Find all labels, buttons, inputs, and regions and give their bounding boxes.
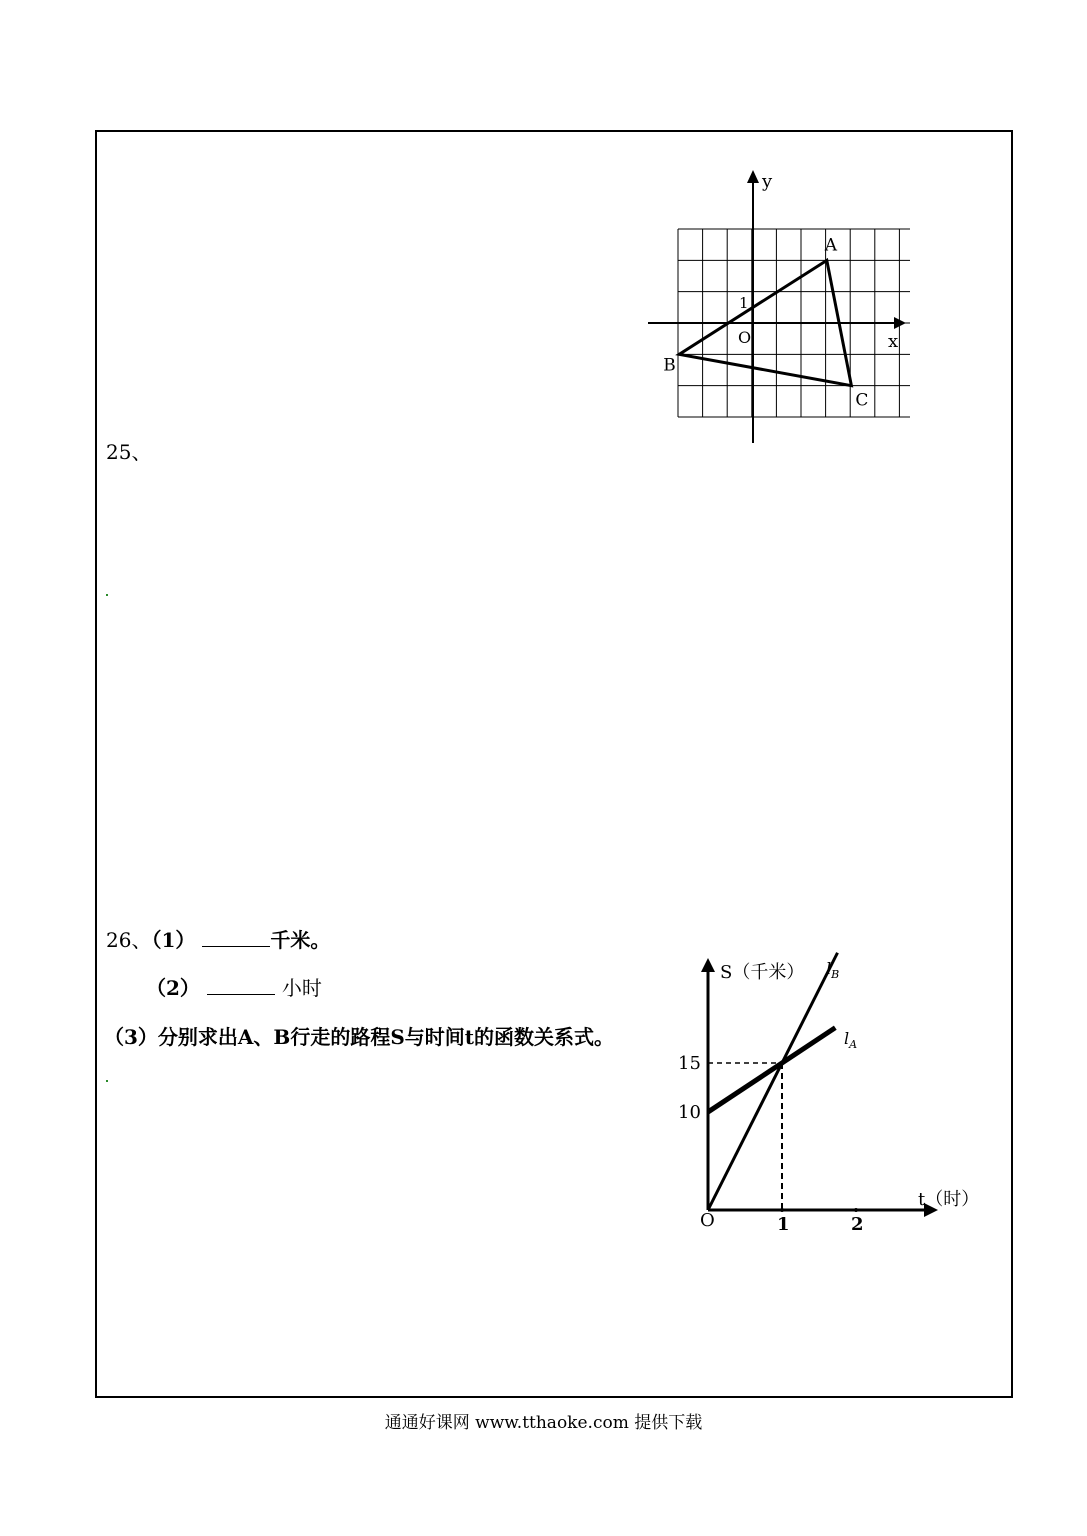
question-25-number: 25、 [106, 440, 152, 464]
s-axis-label: S（千米） [720, 962, 805, 983]
part2-answer-blank[interactable] [207, 976, 275, 995]
x-axis-label: x [888, 331, 899, 352]
point-b-label: B [663, 355, 676, 376]
part2-unit: 小时 [281, 976, 322, 1000]
x-tick-mark [854, 1208, 858, 1212]
point-c-label: C [855, 390, 869, 411]
series-line-l-a [708, 1028, 835, 1112]
t-axis-label: t（时） [918, 1189, 980, 1210]
unit-label: 1 [739, 294, 749, 312]
footer: 通通好课网 www.tthaoke.com 提供下载 [384, 1413, 703, 1433]
question-26-number: 26、 [106, 928, 152, 952]
y-axis-label: y [762, 171, 773, 192]
question-26-part2 [146, 972, 322, 1001]
s-axis-arrow [701, 958, 715, 972]
chart-origin-label: O [700, 1210, 715, 1231]
y-axis-arrow [747, 170, 759, 183]
part1-answer-blank[interactable] [202, 928, 270, 947]
coordinate-grid-figure [640, 165, 910, 450]
y-tick-label: 10 [678, 1102, 701, 1123]
part2-label: （2） [146, 976, 200, 1000]
green-mark [106, 1080, 108, 1082]
y-tick-label: 15 [678, 1053, 701, 1074]
x-axis-arrow [894, 317, 906, 329]
x-tick-label: 2 [851, 1214, 864, 1235]
x-tick-label: 1 [777, 1214, 790, 1235]
x-tick-mark [780, 1208, 784, 1212]
distance-time-chart [670, 952, 990, 1242]
series-line-l-b [708, 953, 838, 1210]
part1-label: （1） [151, 928, 196, 952]
part1-unit: 千米。 [270, 928, 331, 952]
origin-label: O [738, 328, 752, 347]
line-b-label: $l_B$ [826, 959, 840, 981]
green-mark [106, 594, 108, 596]
line-a-label: $l_A$ [844, 1029, 858, 1051]
question-26-part1 [106, 924, 330, 953]
point-a-label: A [824, 235, 838, 256]
question-26-part3: （3）分别求出A、B行走的路程S与时间t的函数关系式。 [104, 1025, 615, 1049]
